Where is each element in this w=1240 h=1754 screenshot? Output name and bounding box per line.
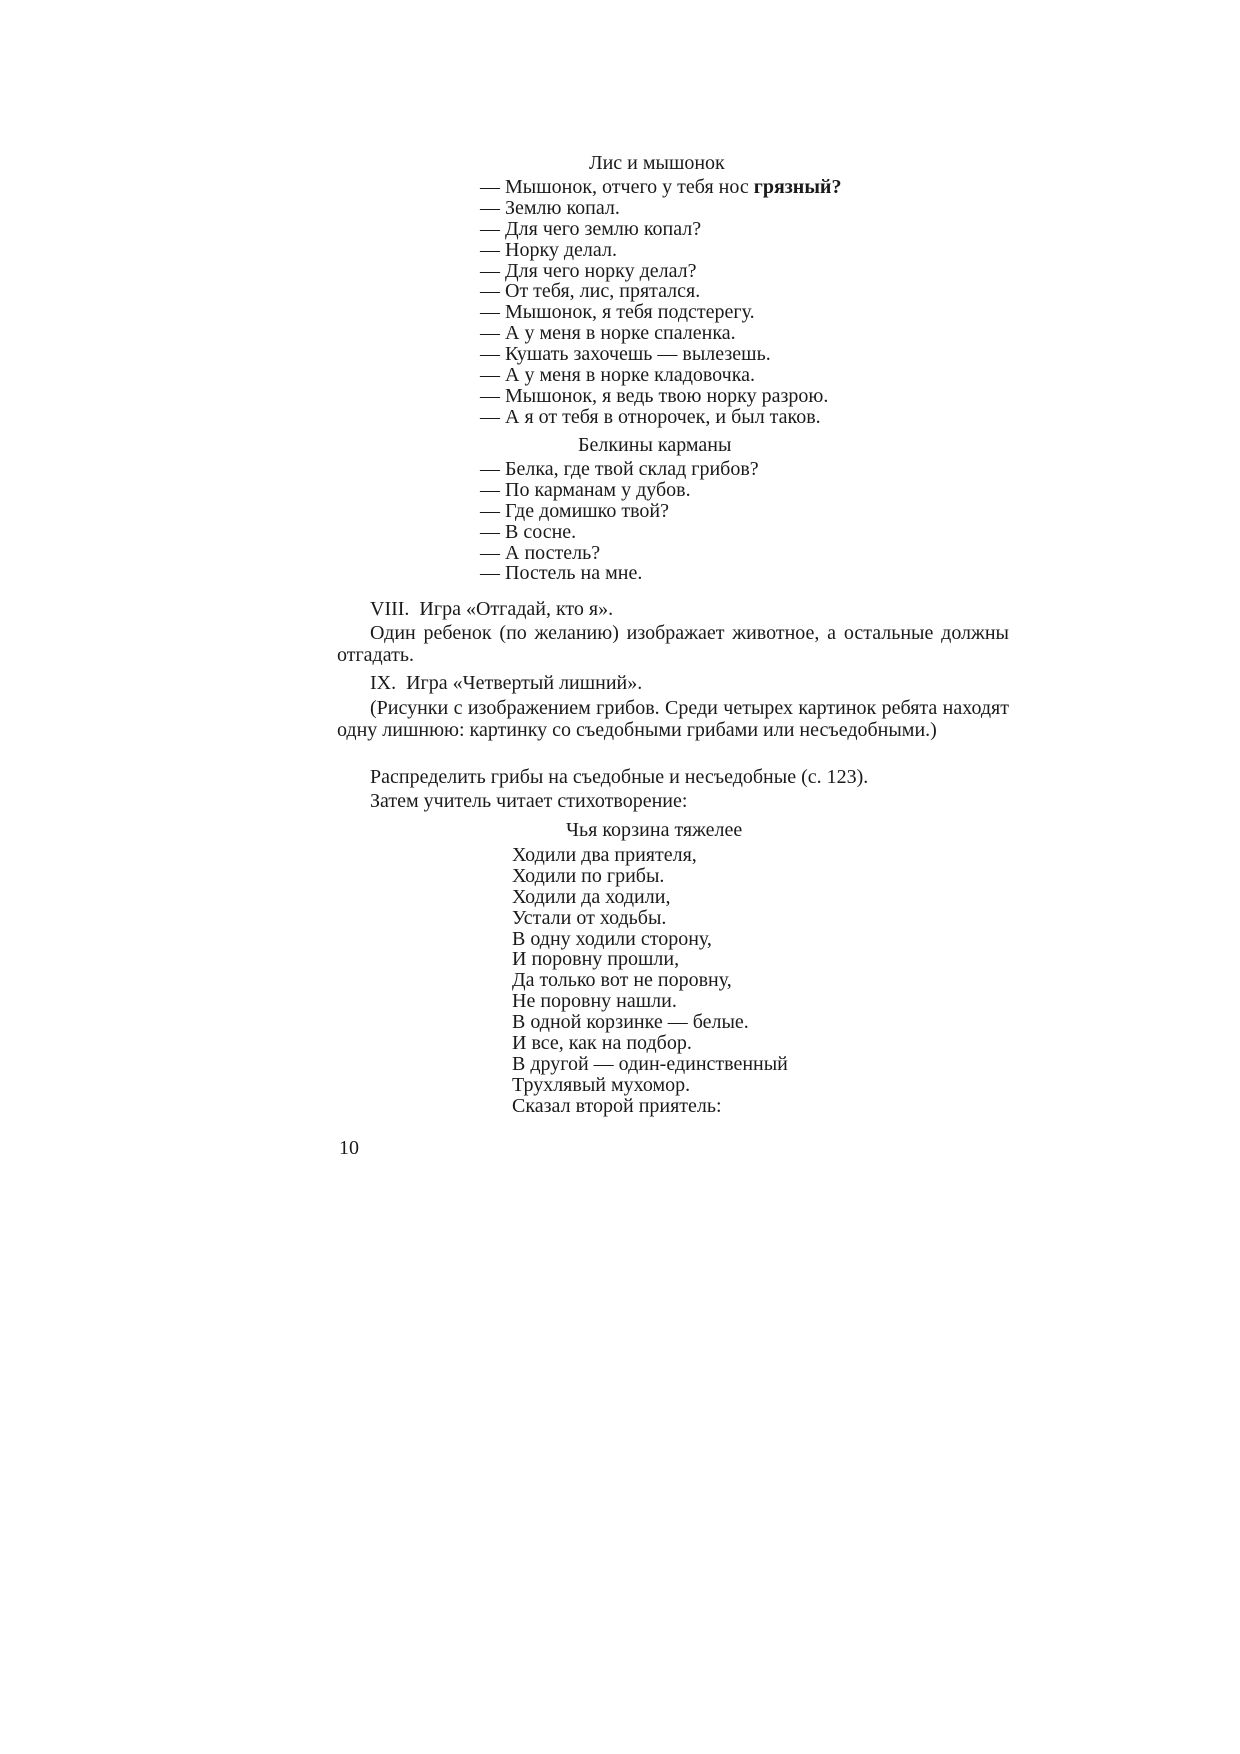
dialogue-line: — Мышонок, я тебя подстерегу.: [480, 301, 755, 324]
dialogue-line: — Белка, где твой склад грибов?: [480, 458, 759, 480]
poem-line: В другой — один-единственный: [512, 1052, 788, 1075]
poem-line: Ходили по грибы.: [512, 864, 665, 887]
poem-line: И все, как на подбор.: [512, 1032, 692, 1055]
dialogue-line: — Мышонок, я ведь твою норку разрою.: [480, 384, 829, 407]
dialogue-line: — А у меня в норке кладовочка.: [480, 364, 756, 387]
poem-line: Сказал второй приятель:: [512, 1094, 722, 1117]
dialogue-line: — Где домишко твой?: [480, 499, 669, 522]
dialogue-line: — Кушать захочешь — вылезешь.: [480, 343, 771, 366]
poem-body: [512, 845, 788, 1117]
dialogue-line: — А у меня в норке спаленка.: [480, 322, 736, 345]
poem-line: Не поровну нашли.: [512, 990, 677, 1013]
section-title-belkiny-karmany: Белкины карманы: [578, 434, 732, 456]
game-8-text: Один ребенок (по желанию) изображает животное, а остальные должны отгадать.: [337, 622, 1009, 666]
dialogue-line: — Постель на мне.: [480, 562, 643, 585]
dialogue-line: — А я от тебя в отнорочек, и был таков.: [480, 405, 821, 428]
poem-line: И поровну прошли,: [512, 948, 680, 971]
poem-title: Чья корзина тяжелее: [566, 819, 743, 841]
dialogue-line-text: — Мышонок, отчего у тебя нос: [480, 176, 754, 198]
game-9-heading: IX. Игра «Четвертый лишний».: [370, 672, 643, 694]
dialogue-belkiny-karmany: [480, 459, 759, 584]
dialogue-line: — Для чего землю копал?: [480, 217, 702, 240]
dialogue-line: — В сосне.: [480, 520, 577, 543]
poem-line: В одной корзинке — белые.: [512, 1011, 749, 1034]
bold-word: грязный?: [753, 176, 842, 198]
dialogue-line: — А постель?: [480, 541, 601, 564]
dialogue-line: — Норку делал.: [480, 238, 617, 261]
dialogue-line: [480, 177, 841, 198]
game-9-text: (Рисунки с изображением грибов. Среди четырех картинок ребята находят одну лишнюю: картинку со съедобными грибами или несъедобными.): [337, 697, 1009, 741]
poem-line: Трухлявый мухомор.: [512, 1073, 691, 1096]
dialogue-line: — Землю копал.: [480, 196, 620, 219]
dialogue-lis-i-myshonok: [480, 177, 841, 428]
poem-line: Устали от ходьбы.: [512, 906, 667, 929]
game-9-intro: Затем учитель читает стихотворение:: [370, 790, 688, 812]
dialogue-line: — От тебя, лис, прятался.: [480, 280, 701, 303]
game-9-task: Распределить грибы на съедобные и несъедобные (с. 123).: [370, 766, 869, 788]
dialogue-line: — По карманам у дубов.: [480, 478, 691, 501]
poem-line: Ходили два приятеля,: [512, 844, 697, 866]
poem-line: Ходили да ходили,: [512, 885, 671, 908]
page-number: 10: [339, 1137, 359, 1159]
game-8-heading: VIII. Игра «Отгадай, кто я».: [370, 598, 614, 620]
poem-line: Да только вот не поровну,: [512, 969, 732, 992]
poem-line: В одну ходили сторону,: [512, 927, 712, 950]
dialogue-line: — Для чего норку делал?: [480, 259, 697, 282]
section-title-lis-i-myshonok: Лис и мышонок: [589, 152, 725, 174]
